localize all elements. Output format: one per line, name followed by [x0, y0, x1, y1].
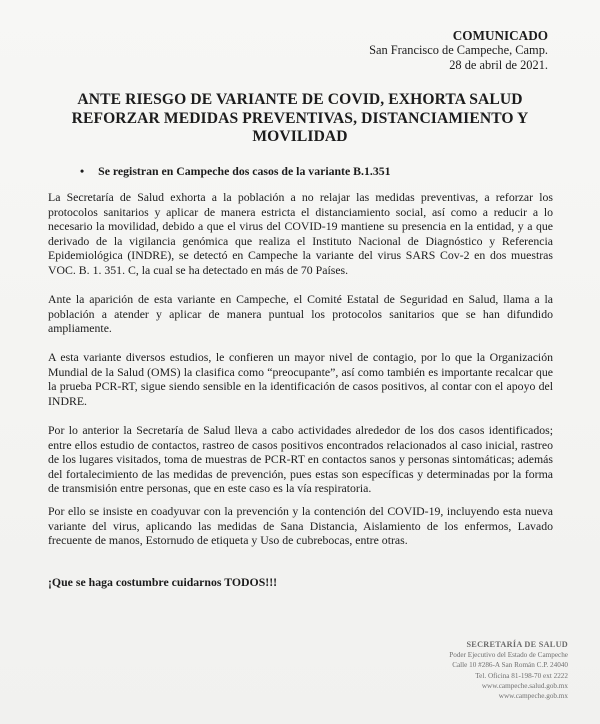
institution-footer	[449, 640, 568, 701]
paragraph-1: La Secretaría de Salud exhorta a la población a no relajar las medidas preventivas, a reforzar los protocolos sanitarios y aplicar de manera estricta el distanciamiento social, así como a reducir a lo necesario la movilidad, debido a que el virus del COVID-19 mantiene su presencia en la entidad, y a que derivado de la vigilancia genómica que realiza el Instituto Nacional de Diagnóstico y Referencia Epidemiológica (INDRE), se detectó en Campeche la variante del virus SARS Cov-2 en dos muestras VOC. B. 1. 351. C, la cual se ha detectado en más de 70 Países.	[48, 190, 553, 277]
bullet-marker: •	[80, 164, 85, 178]
headline-line-3: MOVILIDAD	[252, 128, 348, 146]
bullet-text: Se registran en Campeche dos casos de la variante B.1.351	[98, 164, 391, 178]
footer-line-1: Poder Ejecutivo del Estado de Campeche	[449, 651, 568, 660]
headline-line-2: REFORZAR MEDIDAS PREVENTIVAS, DISTANCIAMIENTO Y	[71, 109, 529, 127]
footer-line-4: www.campeche.salud.gob.mx	[481, 681, 568, 690]
paragraph-3: A esta variante diversos estudios, le confieren un mayor nivel de contagio, por lo que la Organización Mundial de la Salud (OMS) la clasifica como “preocupante”, así como también es importante recalcar que la prueba PCR-RT, sigue siendo sensible en la identificación de casos positivos, al contar con el apoyo del INDRE.	[48, 350, 553, 408]
headline-line-1: ANTE RIESGO DE VARIANTE DE COVID, EXHORTA SALUD	[77, 91, 523, 108]
document-date: 28 de abril de 2021.	[449, 58, 548, 72]
document-header	[369, 28, 548, 73]
footer-org: SECRETARÍA DE SALUD	[466, 640, 568, 649]
footer-line-2: Calle 10 #286-A San Román C.P. 24040	[452, 661, 568, 670]
paragraph-5: Por ello se insiste en coadyuvar con la prevención y la contención del COVID-19, incluyendo esta nueva variante del virus, aplicando las medidas de Sana Distancia, Aislamiento de los enfermos, Lavado frecuente de manos, Estornudo de etiqueta y Uso de cubrebocas, entre otras.	[48, 504, 553, 548]
paragraph-2: Ante la aparición de esta variante en Campeche, el Comité Estatal de Seguridad en Salud, llama a la población a atender y aplicar de manera puntual los protocolos sanitarios que se han difundido ampliamente.	[48, 292, 553, 336]
document-kind: COMUNICADO	[452, 28, 548, 43]
paragraph-4: Por lo anterior la Secretaría de Salud lleva a cabo actividades alrededor de los dos casos identificados; entre ellos estudio de contactos, rastreo de casos positivos encontrados relacionados al caso inicial, rastreo de los lugares visitados, toma de muestras de PCR-RT en contactos sanos y personas sintomáticas; además del fortalecimiento de las medidas de prevención, pues estas son específicas y determinadas por la forma de transmisión entre personas, que en este caso es la vía respiratoria.	[48, 423, 553, 496]
highlight-bullet	[80, 164, 391, 179]
document-place: San Francisco de Campeche, Camp.	[369, 43, 548, 57]
closing-slogan: ¡Que se haga costumbre cuidarnos TODOS!!!	[48, 575, 278, 589]
footer-line-3: Tel. Oficina 81-198-70 ext 2222	[475, 671, 568, 680]
headline	[48, 91, 552, 147]
footer-line-5: www.campeche.gob.mx	[498, 692, 568, 701]
